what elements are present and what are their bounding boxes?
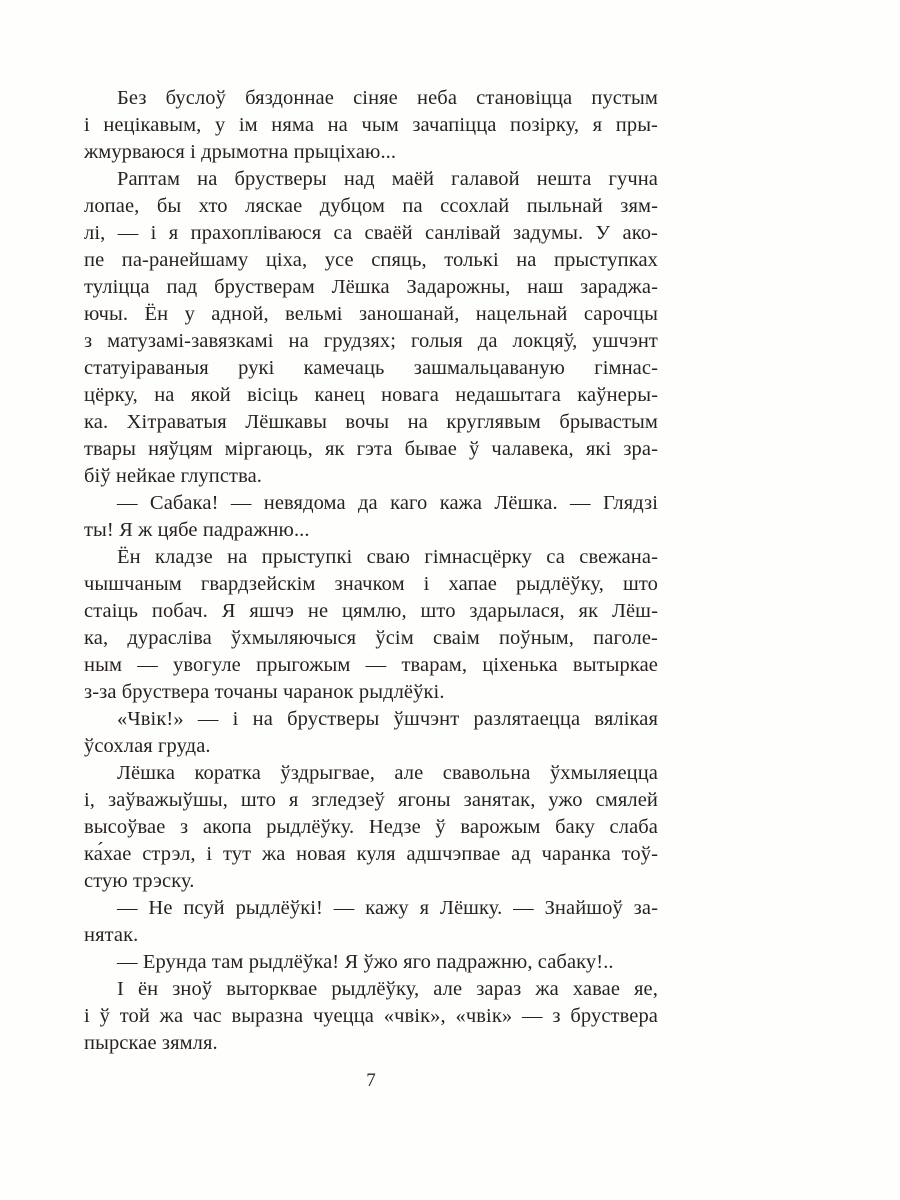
text-line: ты! Я ж цябе падражню... — [84, 519, 310, 541]
text-line: І ён зноў выторквае рыдлёўку, але зараз жа хавае яе, — [117, 978, 658, 1000]
text-line: жмурваюся і дрымотна прыціхаю... — [84, 141, 397, 163]
text-line: — Сабака! — невядома да каго кажа Лёшка. — Глядзі — [117, 492, 658, 514]
text-line: ючы. Ён у адной, вельмі заношанай, нацельнай сарочцы — [84, 303, 658, 325]
text-line: ка́хае стрэл, і тут жа новая куля адшчэпвае ад чаранка тоў- — [84, 843, 658, 865]
paragraph — [84, 490, 658, 544]
text-line: ўсохлая груда. — [84, 735, 211, 757]
text-line: «Чвік!» — і на брустверы ўшчэнт разлятаецца вялікая — [117, 708, 658, 730]
text-line: твары няўцям міргаюць, як гэта бывае ў чалавека, які зра- — [84, 438, 658, 460]
text-line: пе па-ранейшаму ціха, усе спяць, толькі на прыступках — [84, 249, 658, 271]
paragraph — [84, 544, 658, 706]
text-line: ка. Хітраватыя Лёшкавы вочы на круглявым брывастым — [84, 411, 658, 433]
text-line: і нецікавым, у ім няма на чым зачапіцца позірку, я пры- — [84, 114, 658, 136]
text-line: і, заўважыўшы, што я згледзеў ягоны занятак, ужо смялей — [84, 789, 658, 811]
paragraph — [84, 895, 658, 949]
text-line: і ў той жа час выразна чуецца «чвік», «чвік» — з бруствера — [84, 1005, 658, 1027]
text-line: чышчаным гвардзейскім значком і хапае рыдлёўку, што — [84, 573, 658, 595]
text-line: з-за бруствера точаны чаранок рыдлёўкі. — [84, 681, 445, 703]
text-line: Лёшка коратка ўздрыгвае, але свавольна ўхмыляецца — [117, 762, 658, 784]
paragraph — [84, 949, 658, 976]
paragraph — [84, 706, 658, 760]
text-line: туліцца пад брустверам Лёшка Задарожны, наш зараджа- — [84, 276, 658, 298]
text-line: цёрку, на якой вісіць канец новага недашытага каўнеры- — [84, 384, 658, 406]
text-line: Ён кладзе на прыступкі сваю гімнасцёрку са свежана- — [117, 546, 658, 568]
paragraph — [84, 976, 658, 1057]
text-line: ка, дурасліва ўхмыляючыся ўсім сваім поўным, паголе- — [84, 627, 658, 649]
text-line: нятак. — [84, 924, 139, 946]
text-line: лі, — і я прахопліваюся са сваёй санлівай задумы. У ако- — [84, 222, 658, 244]
text-line: пырскае зямля. — [84, 1032, 218, 1054]
text-line: з матузамі-завязкамі на грудзях; голыя да локцяў, ушчэнт — [84, 330, 658, 352]
text-block — [84, 85, 658, 1057]
text-line: высоўвае з акопа рыдлёўку. Недзе ў варожым баку слаба — [84, 816, 658, 838]
page-footer — [84, 1070, 658, 1092]
page-number: 7 — [366, 1070, 376, 1091]
paragraph — [84, 760, 658, 895]
text-line: Раптам на брустверы над маёй галавой нешта гучна — [117, 168, 658, 190]
text-line: — Ерунда там рыдлёўка! Я ўжо яго падражню, сабаку!.. — [117, 951, 614, 973]
text-line: стаіць побач. Я яшчэ не цямлю, што здарылася, як Лёш- — [84, 600, 658, 622]
text-line: лопае, бы хто ляскае дубцом па ссохлай пыльнай зям- — [84, 195, 658, 217]
text-line: біў нейкае глупства. — [84, 465, 263, 487]
paragraph — [84, 166, 658, 490]
text-line: ным — увогуле прыгожым — тварам, ціхенька вытыркае — [84, 654, 658, 676]
text-line: стую трэску. — [84, 870, 195, 892]
text-line: — Не псуй рыдлёўкі! — кажу я Лёшку. — Знайшоў за- — [117, 897, 658, 919]
paragraph — [84, 85, 658, 166]
text-line: Без буслоў бяздоннае сіняе неба становіцца пустым — [117, 87, 658, 109]
text-line: статуіраваныя рукі камечаць зашмальцаваную гімнас- — [84, 357, 658, 379]
